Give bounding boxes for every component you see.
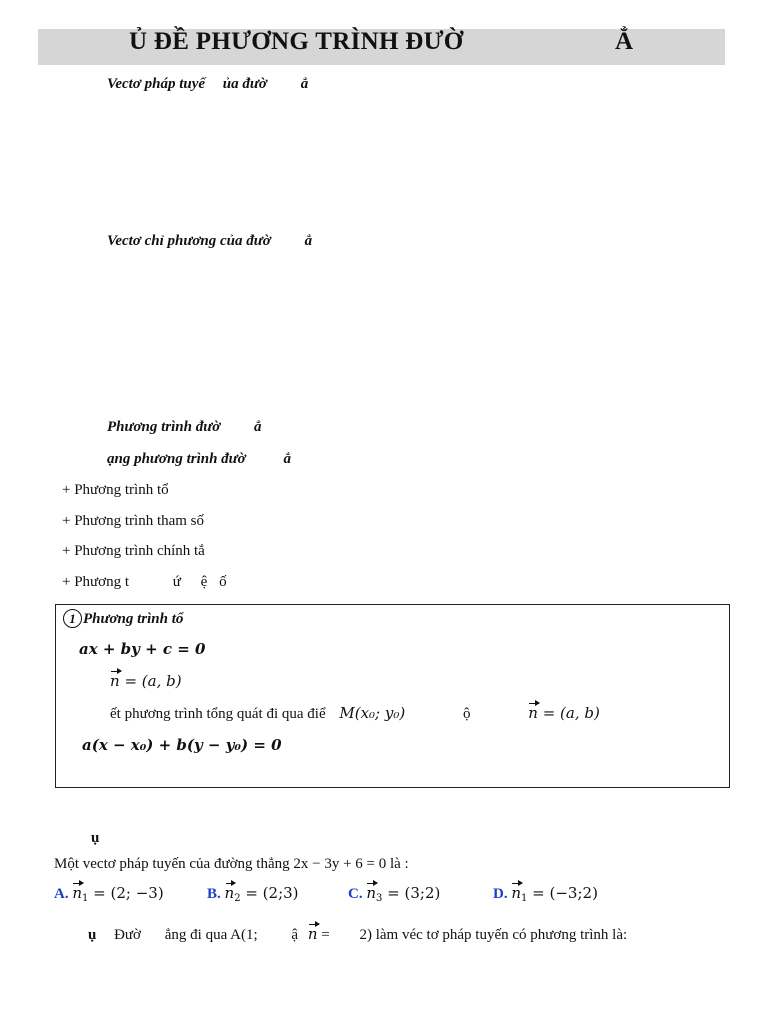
vector-n-symbol: n [72, 884, 83, 902]
vector-n-symbol: n [224, 884, 235, 902]
number-circle: 1 [63, 609, 82, 628]
vector-n-symbol: n [511, 884, 522, 902]
definition-box [55, 604, 730, 788]
section-normal-vector-heading: Vectơ pháp tuyế ủa đườ ẳ [107, 76, 309, 92]
section-equation-forms-heading: ạng phương trình đườ ẳ [107, 451, 291, 467]
answer-option-b[interactable]: B. $n_2$ = (2;3) [207, 884, 299, 904]
answer-option-c[interactable]: C. $n_3$ = (3;2) [348, 884, 441, 904]
normal-vector-formula: n = (a, b) [110, 672, 182, 690]
page-title: Ủ ĐỀ PHƯƠNG TRÌNH ĐƯỜ [129, 28, 464, 55]
example-marker: ụ [91, 830, 100, 846]
list-item-canonical-form: + Phương trình chính tắ [62, 543, 205, 559]
box-description-line: ết phương trình tổng quát đi qua điể M(x₀; y₀) ộ n = (a, b) [110, 704, 600, 722]
box-heading: 1 Phương trình tổ [63, 609, 183, 628]
vector-n-symbol: n [528, 704, 538, 722]
question-2-line: ụ Đườ ẳng đi qua A(1; ậ n = 2) làm véc tơ pháp tuyến có phương trình là: [88, 925, 628, 943]
section-line-equation-heading: Phương trình đườ ẳ [107, 419, 262, 435]
list-item-parametric-form: + Phương trình tham số [62, 513, 205, 529]
vector-n-symbol: n [110, 672, 120, 690]
example-marker: ụ [88, 927, 97, 943]
vector-n-symbol: n [307, 925, 318, 943]
point-normal-equation: a(x − x₀) + b(y − y₀) = 0 [82, 736, 282, 754]
list-item-slope-form: + Phương t ứ ệ ố [62, 574, 227, 590]
answer-option-a[interactable]: A. $n_1 = (2$; −3) [54, 884, 164, 904]
general-equation-formula: ax + by + c = 0 [79, 640, 206, 658]
vector-n-symbol: n [366, 884, 377, 902]
list-item-general-form: + Phương trình tổ [62, 482, 169, 498]
page-title-tail: Ẳ [615, 28, 634, 55]
question-1-prompt: Một vectơ pháp tuyến của đường thẳng 2x − 3y + 6 = 0 là : [54, 856, 409, 872]
section-direction-vector-heading: Vectơ chỉ phương của đườ ẳ [107, 233, 313, 249]
answer-option-d[interactable]: D. $n_1$ = (−3;2) [493, 884, 598, 904]
